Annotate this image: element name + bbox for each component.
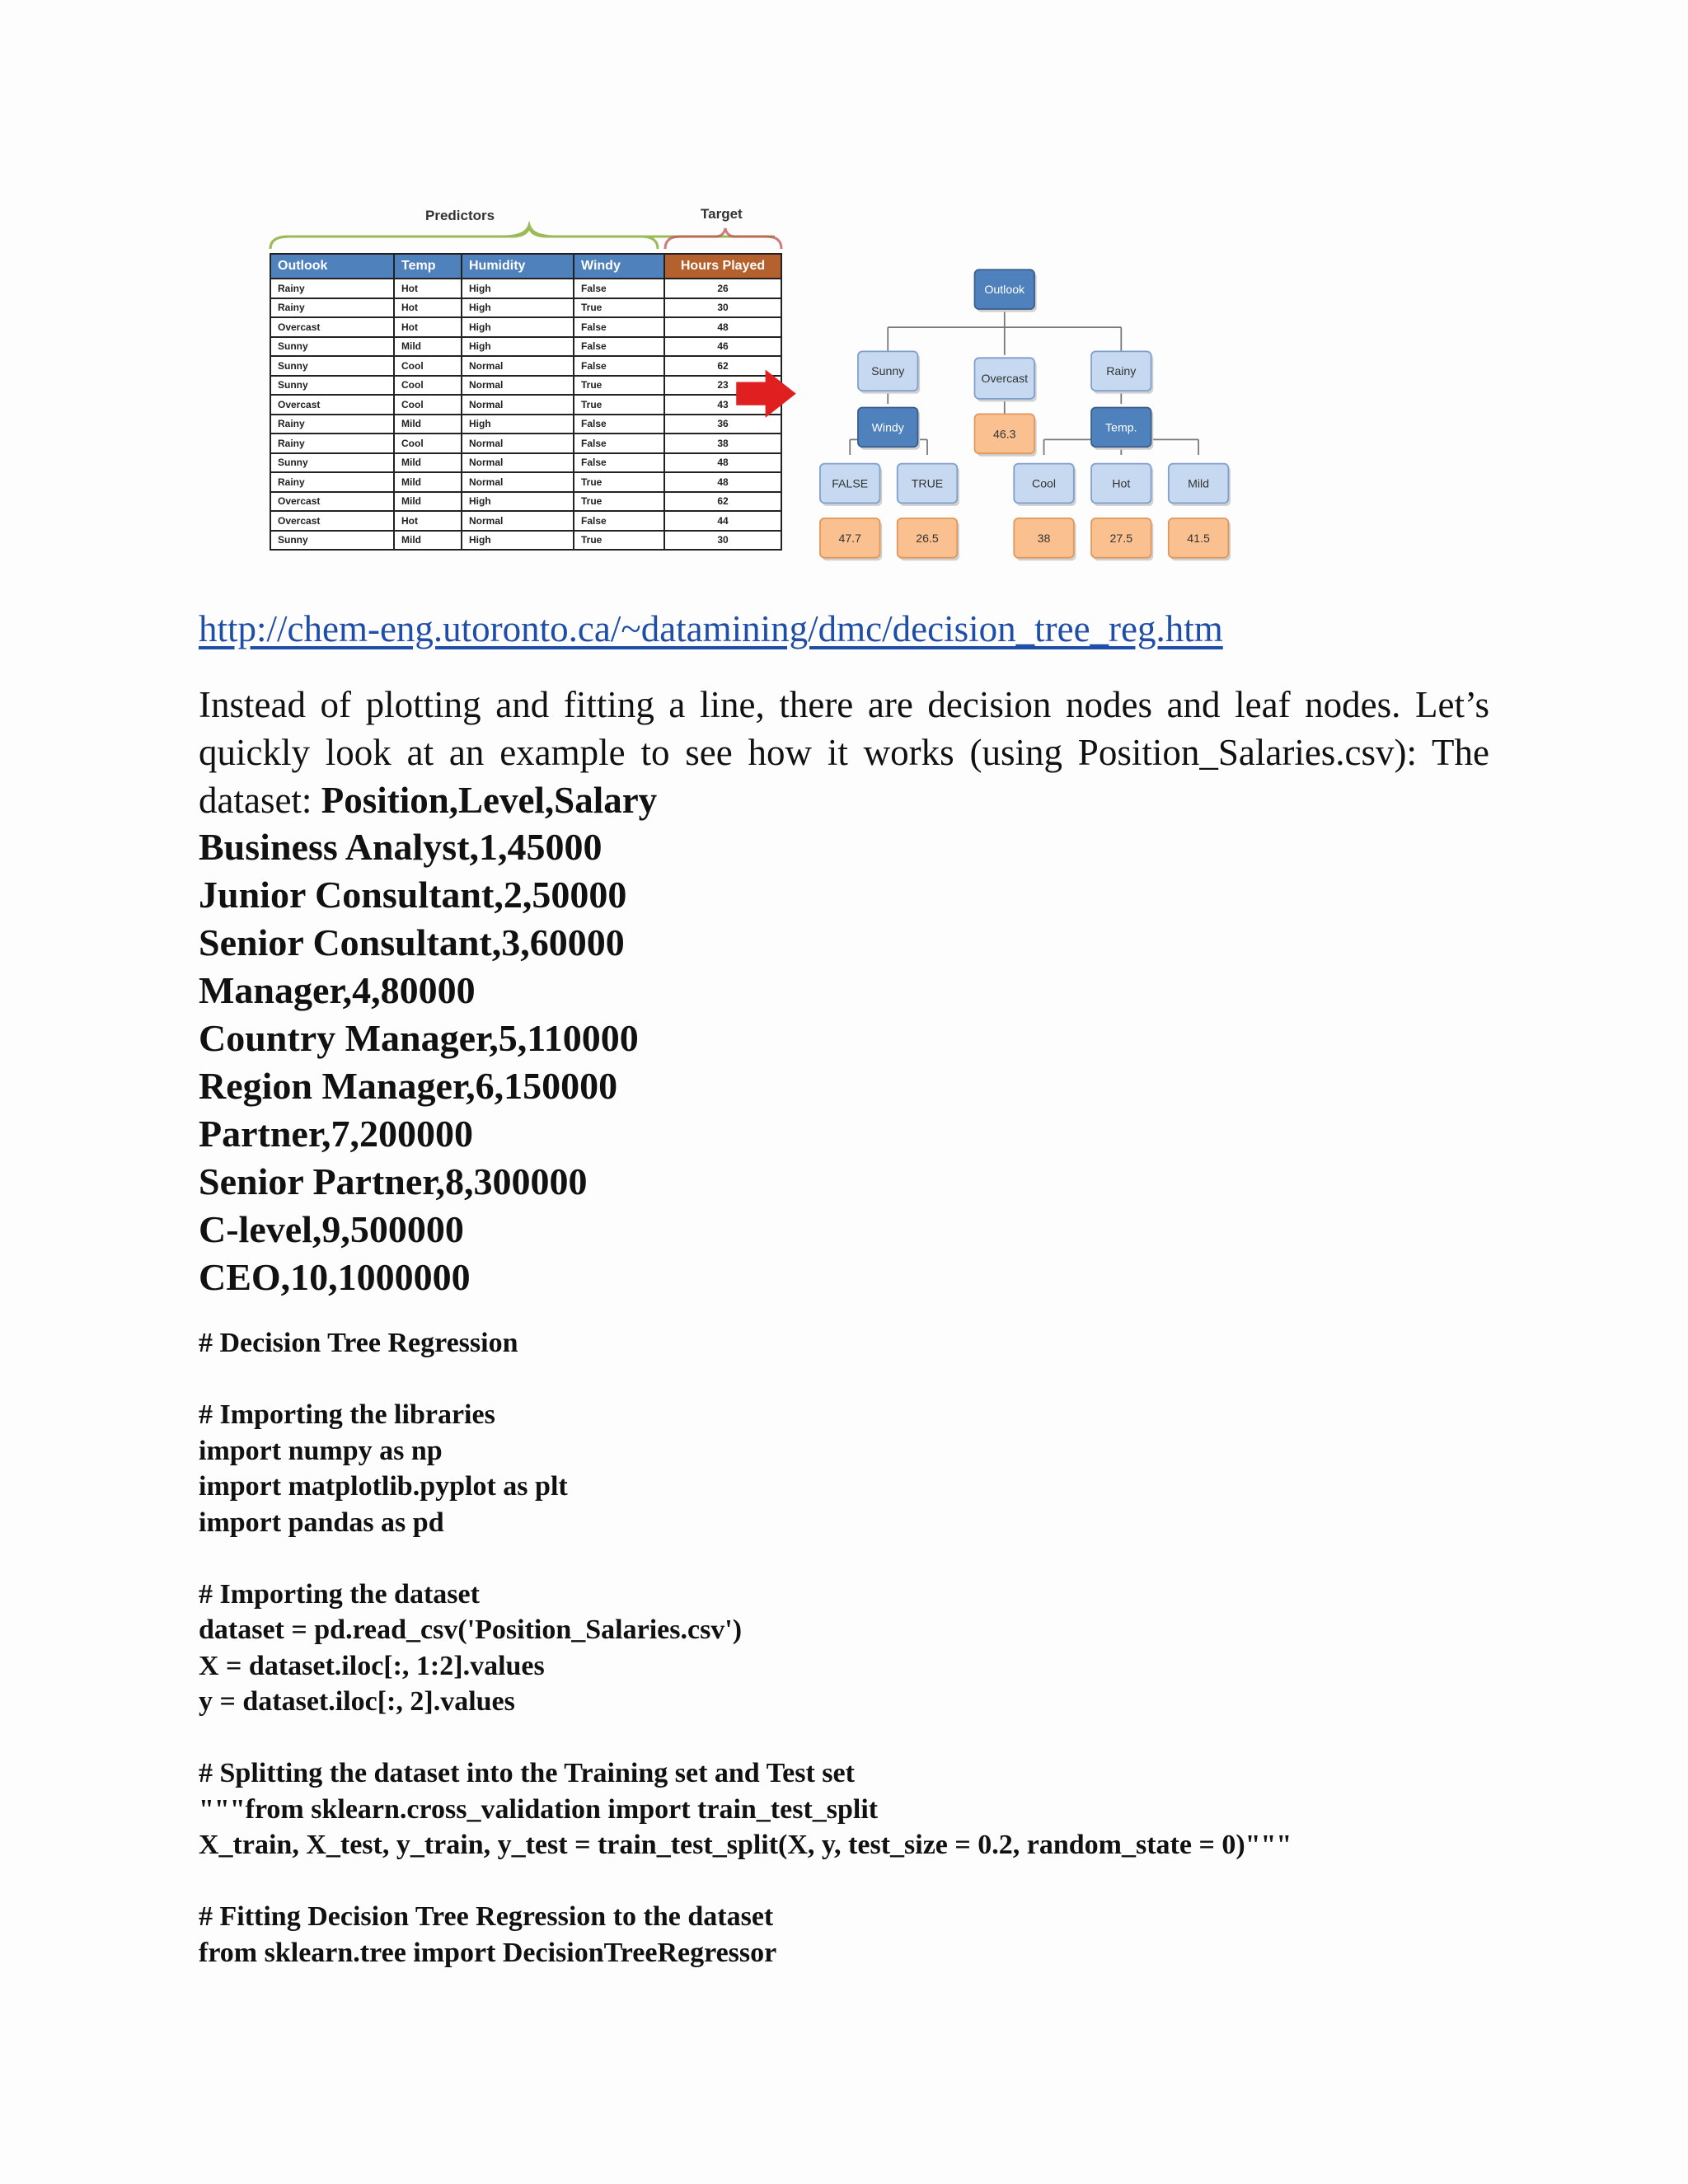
code-block (199, 1325, 1292, 1971)
node-label: 41.5 (1187, 531, 1210, 545)
code-line: # Fitting Decision Tree Regression to the dataset (199, 1901, 774, 1932)
tree-leaf-hot (1091, 518, 1153, 560)
table-cell: True (574, 376, 664, 396)
table-cell: Rainy (270, 472, 394, 492)
table-cell: False (574, 511, 664, 531)
node-label: 47.7 (838, 531, 861, 545)
table-cell: Overcast (270, 395, 394, 415)
dataset-row: Manager,4,80000 (199, 969, 476, 1011)
dataset-row: Senior Consultant,3,60000 (199, 921, 625, 963)
table-cell: Sunny (270, 376, 394, 396)
table-cell: 48 (664, 453, 781, 473)
table-cell: Normal (462, 356, 574, 376)
table-cell: 46 (664, 337, 781, 357)
code-line (199, 1720, 1292, 1756)
table-cell: Hot (394, 511, 462, 531)
decision-tree-diagram (264, 202, 1385, 581)
table-cell: Sunny (270, 337, 394, 357)
red-right-arrow-icon (736, 369, 796, 417)
tree-node-true (898, 464, 959, 506)
table-cell: Rainy (270, 415, 394, 434)
table-cell: 26 (664, 279, 781, 298)
table-cell: False (574, 453, 664, 473)
table-cell: High (462, 492, 574, 512)
header-hours-played: Hours Played (664, 254, 781, 279)
table-cell: True (574, 531, 664, 551)
code-line: from sklearn.tree import DecisionTreeRegressor (199, 1937, 777, 1968)
dataset-row: Region Manager,6,150000 (199, 1065, 618, 1107)
tree-node-false (820, 464, 882, 506)
node-label: FALSE (832, 476, 869, 490)
table-cell: Mild (394, 337, 462, 357)
header-humidity: Humidity (462, 254, 574, 279)
table-cell: Mild (394, 415, 462, 434)
predictors-label: Predictors (425, 208, 495, 223)
table-cell: Sunny (270, 356, 394, 376)
dataset-row: C-level,9,500000 (199, 1208, 464, 1250)
code-line: import numpy as np (199, 1435, 443, 1466)
table-cell: High (462, 531, 574, 551)
table-cell: True (574, 298, 664, 318)
table-cell: False (574, 279, 664, 298)
table-cell: 23 (664, 376, 781, 396)
table-cell: False (574, 337, 664, 357)
header-outlook: Outlook (270, 254, 394, 279)
code-line: y = dataset.iloc[:, 2].values (199, 1686, 515, 1717)
dataset-row: Junior Consultant,2,50000 (199, 874, 627, 916)
table-cell: Cool (394, 395, 462, 415)
node-label: Temp. (1105, 420, 1137, 434)
table-cell: High (462, 298, 574, 318)
node-label: Hot (1112, 476, 1131, 490)
target-label: Target (701, 206, 743, 222)
table-cell: Normal (462, 376, 574, 396)
node-label: Cool (1031, 476, 1057, 490)
code-line: # Importing the libraries (199, 1399, 495, 1430)
tree-node-sunny (858, 351, 920, 393)
table-cell: True (574, 395, 664, 415)
tree-node-mild (1169, 464, 1231, 506)
code-line: import matplotlib.pyplot as plt (199, 1471, 568, 1502)
code-line (199, 1540, 1292, 1577)
table-cell: 38 (664, 434, 781, 453)
node-label: Windy (871, 420, 904, 434)
decision-tree-figure (264, 202, 1385, 581)
table-cell: Overcast (270, 511, 394, 531)
tree-leaf-false (820, 518, 882, 560)
node-label: TRUE (911, 476, 944, 490)
table-cell: 62 (664, 492, 781, 512)
tree-leaf-overcast (975, 414, 1037, 456)
table-cell: Normal (462, 434, 574, 453)
table-cell: True (574, 492, 664, 512)
intro-text: Instead of plotting and fitting a line, there are decision nodes and leaf nodes. Let’s quickly look at an example to see how it works (using Position_Salaries.csv): The dataset: (199, 684, 1489, 821)
table-cell: Mild (394, 531, 462, 551)
table-cell: 62 (664, 356, 781, 376)
node-label: 26.5 (916, 531, 939, 545)
table-cell: 36 (664, 415, 781, 434)
table-cell: Normal (462, 511, 574, 531)
table-cell: Rainy (270, 279, 394, 298)
code-line: # Decision Tree Regression (199, 1328, 518, 1358)
node-label: 27.5 (1109, 531, 1133, 545)
node-label: Rainy (1106, 364, 1137, 378)
table-cell: 30 (664, 531, 781, 551)
table-cell: Overcast (270, 492, 394, 512)
table-cell: Hot (394, 298, 462, 318)
dataset-row: Senior Partner,8,300000 (199, 1160, 588, 1202)
table-cell: Rainy (270, 434, 394, 453)
dataset-row: CEO,10,1000000 (199, 1256, 471, 1298)
table-cell: High (462, 337, 574, 357)
header-temp: Temp (394, 254, 462, 279)
tree-node-cool (1014, 464, 1076, 506)
table-cell: False (574, 317, 664, 337)
node-label: Outlook (984, 283, 1025, 297)
table-cell: Cool (394, 434, 462, 453)
table-cell: 44 (664, 511, 781, 531)
tree-node-outlook (975, 269, 1037, 312)
node-label: Sunny (871, 364, 905, 378)
table-cell: Hot (394, 317, 462, 337)
tree-node-windy (858, 407, 920, 449)
dataset-rows (199, 823, 639, 1301)
table-cell: Mild (394, 453, 462, 473)
header-windy: Windy (574, 254, 664, 279)
table-cell: False (574, 356, 664, 376)
node-label: Overcast (981, 372, 1029, 386)
code-line: """from sklearn.cross_validation import train_test_split (199, 1793, 879, 1825)
dataset-header-row: Position,Level,Salary (321, 780, 658, 821)
table-cell: Normal (462, 395, 574, 415)
code-line: X_train, X_test, y_train, y_test = train_test_split(X, y, test_size = 0.2, random_state = 0)""" (199, 1830, 1292, 1860)
code-line (199, 1361, 1292, 1398)
table-cell: Sunny (270, 453, 394, 473)
node-label: 46.3 (993, 427, 1016, 441)
tree-node-hot (1091, 464, 1153, 506)
table-cell: High (462, 317, 574, 337)
intro-paragraph (199, 681, 1489, 824)
code-line: dataset = pd.read_csv('Position_Salaries.csv') (199, 1615, 743, 1645)
table-cell: 43 (664, 395, 781, 415)
tree-leaf-mild (1169, 518, 1231, 560)
source-link[interactable]: http://chem-eng.utoronto.ca/~datamining/dmc/decision_tree_reg.htm (199, 608, 1223, 649)
tree-node-temp (1091, 407, 1153, 449)
table-cell: Cool (394, 376, 462, 396)
table-cell: 48 (664, 472, 781, 492)
table-cell: Hot (394, 279, 462, 298)
dataset-row: Country Manager,5,110000 (199, 1017, 639, 1059)
table-cell: 48 (664, 317, 781, 337)
table-cell: Normal (462, 472, 574, 492)
table-cell: High (462, 415, 574, 434)
dataset-row: Business Analyst,1,45000 (199, 826, 603, 868)
table-cell: Sunny (270, 531, 394, 551)
code-line: X = dataset.iloc[:, 1:2].values (199, 1650, 545, 1681)
table-cell: Cool (394, 356, 462, 376)
table-cell: Mild (394, 492, 462, 512)
table-cell: Overcast (270, 317, 394, 337)
tree-node-rainy (1091, 351, 1153, 393)
code-line: # Splitting the dataset into the Training set and Test set (199, 1758, 855, 1788)
code-line: # Importing the dataset (199, 1578, 480, 1610)
table-cell: Mild (394, 472, 462, 492)
table-cell: False (574, 434, 664, 453)
tree-leaf-true (898, 518, 959, 560)
table-cell: Rainy (270, 298, 394, 318)
table-cell: True (574, 472, 664, 492)
table-cell: Normal (462, 453, 574, 473)
dataset-row: Partner,7,200000 (199, 1113, 474, 1155)
code-line: import pandas as pd (199, 1507, 444, 1538)
table-cell: 30 (664, 298, 781, 318)
node-label: Mild (1188, 476, 1210, 490)
tree-node-overcast (975, 358, 1037, 401)
code-line (199, 1863, 1292, 1900)
table-cell: False (574, 415, 664, 434)
node-label: 38 (1037, 531, 1051, 545)
table-cell: High (462, 279, 574, 298)
tree-leaf-cool (1014, 518, 1076, 560)
